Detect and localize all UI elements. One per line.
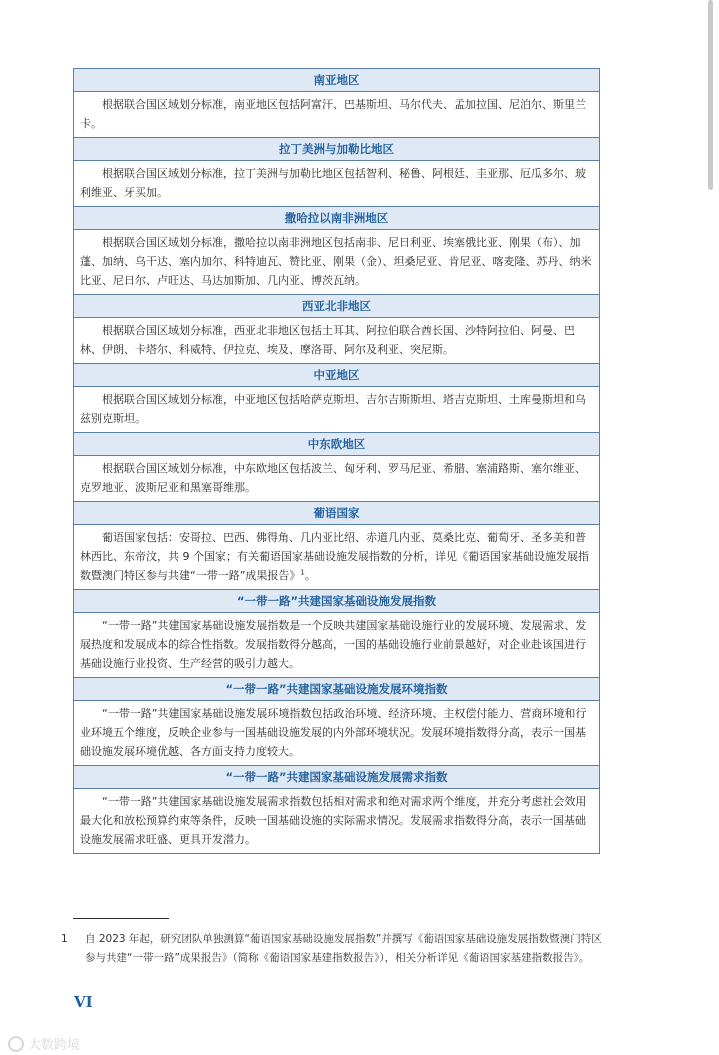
footnote-ref[interactable]: 1 xyxy=(300,568,305,577)
section-south-asia xyxy=(74,69,599,137)
section-environment-index xyxy=(74,677,599,765)
section-body-text: 葡语国家包括：安哥拉、巴西、佛得角、几内亚比绍、赤道几内亚、莫桑比克、葡萄牙、圣多美和普林西比、东帝汶，共 9 个国家；有关葡语国家基础设施发展指数的分析，详见《葡语国家基础设施发展指数暨澳门特区参与共建“一带一路”成果报告》 xyxy=(80,531,589,582)
section-sub-saharan-africa xyxy=(74,206,599,294)
watermark-text: 大数跨境 xyxy=(28,1038,81,1053)
section-title: 南亚地区 xyxy=(74,69,599,92)
section-title: 拉丁美洲与加勒比地区 xyxy=(74,137,599,161)
footnote-divider xyxy=(73,918,169,919)
section-title: 中东欧地区 xyxy=(74,432,599,456)
section-body: 根据联合国区域划分标准，西亚北非地区包括土耳其、阿拉伯联合酋长国、沙特阿拉伯、阿曼、巴林、伊朗、卡塔尔、科威特、伊拉克、埃及、摩洛哥、阿尔及利亚、突尼斯。 xyxy=(80,324,575,356)
section-portuguese-speaking xyxy=(74,501,599,589)
section-title: “一带一路”共建国家基础设施发展需求指数 xyxy=(74,765,599,789)
section-title: 撒哈拉以南非洲地区 xyxy=(74,206,599,230)
page-number: VI xyxy=(74,993,93,1011)
section-title: “一带一路”共建国家基础设施发展环境指数 xyxy=(74,677,599,701)
section-title: 葡语国家 xyxy=(74,501,599,525)
section-body: “一带一路”共建国家基础设施发展需求指数包括相对需求和绝对需求两个维度，并充分考虑社会效用最大化和放松预算约束等条件，反映一国基础设施的实际需求情况。发展需求指数得分高，表示一国基础设施发展需求旺盛、更具开发潜力。 xyxy=(80,795,587,846)
footnote-number: 1 xyxy=(61,933,68,945)
section-body-tail: 。 xyxy=(304,569,316,582)
section-title: “一带一路”共建国家基础设施发展指数 xyxy=(74,589,599,613)
glossary-table xyxy=(73,68,600,854)
section-demand-index xyxy=(74,765,599,853)
section-body xyxy=(74,525,599,589)
section-title: 西亚北非地区 xyxy=(74,294,599,318)
section-body: 根据联合国区域划分标准，中亚地区包括哈萨克斯坦、吉尔吉斯斯坦、塔吉克斯坦、土库曼斯坦和乌兹别克斯坦。 xyxy=(80,393,586,425)
section-body: “一带一路”共建国家基础设施发展指数是一个反映共建国家基础设施行业的发展环境、发展需求、发展热度和发展成本的综合性指数。发展指数得分越高，一国的基础设施行业前景越好，对企业赴该国进行基础设施行业投资、生产经营的吸引力越大。 xyxy=(80,619,587,670)
section-body: 根据联合国区域划分标准，拉丁美洲与加勒比地区包括智利、秘鲁、阿根廷、圭亚那、厄瓜多尔、玻利维亚、牙买加。 xyxy=(80,167,586,199)
section-central-asia xyxy=(74,363,599,432)
section-body: 根据联合国区域划分标准，中东欧地区包括波兰、匈牙利、罗马尼亚、希腊、塞浦路斯、塞尔维亚、克罗地亚、波斯尼亚和黑塞哥维那。 xyxy=(80,462,586,494)
section-body: 根据联合国区域划分标准，南亚地区包括阿富汗、巴基斯坦、马尔代夫、孟加拉国、尼泊尔、斯里兰卡。 xyxy=(80,98,586,130)
section-body: 根据联合国区域划分标准，撒哈拉以南非洲地区包括南非、尼日利亚、埃塞俄比亚、刚果（布）、加蓬、加纳、乌干达、塞内加尔、科特迪瓦、赞比亚、刚果（金）、坦桑尼亚、肯尼亚、喀麦隆、苏丹、纳米比亚、尼日尔、卢旺达、马达加斯加、几内亚、博茨瓦纳。 xyxy=(80,236,592,287)
section-latin-america xyxy=(74,137,599,206)
section-development-index xyxy=(74,589,599,677)
section-central-eastern-europe xyxy=(74,432,599,501)
section-title: 中亚地区 xyxy=(74,363,599,387)
watermark-logo-icon xyxy=(8,1036,24,1052)
watermark xyxy=(8,1034,80,1053)
footnote-text: 自 2023 年起，研究团队单独测算“葡语国家基础设施发展指数”并撰写《葡语国家基础设施发展指数暨澳门特区参与共建“一带一路”成果报告》（简称《葡语国家基建指数报告》），相关分析详见《葡语国家基建指数报告》。 xyxy=(85,933,602,964)
section-body: “一带一路”共建国家基础设施发展环境指数包括政治环境、经济环境、主权偿付能力、营商环境和行业环境五个维度，反映企业参与一国基础设施发展的内外部环境状况。发展环境指数得分高，表示一国基础设施发展环境优越、各方面支持力度较大。 xyxy=(80,707,587,758)
footnote xyxy=(61,930,603,968)
section-west-asia-north-africa xyxy=(74,294,599,363)
scrollbar[interactable] xyxy=(708,0,713,190)
